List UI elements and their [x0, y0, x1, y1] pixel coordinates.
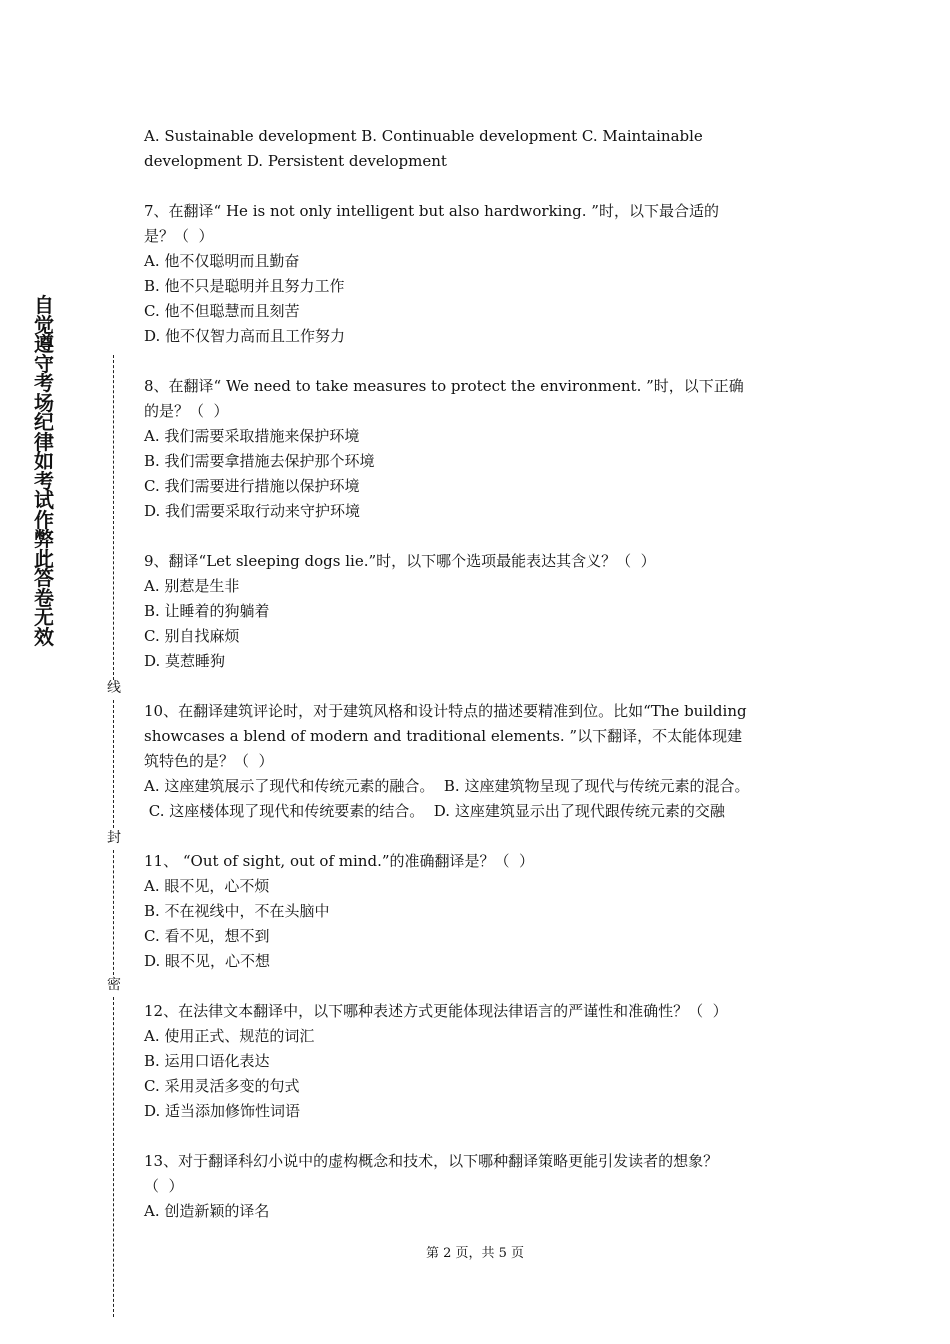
warning-char: 自 [34, 293, 54, 317]
warning-char: 弊 [34, 527, 54, 551]
question-text-line: 是？（ ） [144, 227, 214, 245]
answer-option: D. 我们需要采取行动来守护环境 [144, 502, 361, 520]
question-block [144, 999, 834, 1124]
warning-char: 无 [34, 605, 54, 629]
question-block [144, 1149, 834, 1224]
question-text-line: 12、在法律文本翻译中，以下哪种表述方式更能体现法律语言的严谨性和准确性？（ ） [144, 1002, 728, 1020]
warning-char: 试 [34, 488, 54, 512]
binding-mark-secret: 密 [107, 977, 121, 993]
answer-option: B. 我们需要拿措施去保护那个环境 [144, 452, 375, 470]
answer-option: D. 眼不见，心不想 [144, 952, 271, 970]
warning-char: 作 [34, 507, 54, 532]
question-block [144, 549, 834, 674]
answer-option: A. 创造新颖的译名 [144, 1202, 270, 1220]
answer-option: A. 他不仅聪明而且勤奋 [144, 252, 300, 270]
question-text-line: 11、 “Out of sight, out of mind.”的准确翻译是？（ ） [144, 852, 535, 870]
question-text-line: 10、在翻译建筑评论时，对于建筑风格和设计特点的描述要精准到位。比如“The building [144, 702, 747, 720]
question-block [144, 699, 834, 824]
warning-char: 觉 [34, 312, 54, 337]
answer-option: A. 使用正式、规范的词汇 [144, 1027, 315, 1045]
warning-char: 答 [34, 566, 54, 590]
question-text-line: A. Sustainable development B. Continuable development C. Maintainable [144, 127, 703, 145]
question-text-line: 8、在翻译“ We need to take measures to protect the environment. ”时，以下正确 [144, 377, 744, 395]
answer-option: A. 我们需要采取措施来保护环境 [144, 427, 360, 445]
answer-option: C. 看不见，想不到 [144, 927, 270, 945]
warning-char: 卷 [34, 585, 54, 610]
answer-option: A. 别惹是生非 [144, 577, 240, 595]
answer-option: C. 采用灵活多变的句式 [144, 1077, 300, 1095]
question-text-line: C. 这座楼体现了现代和传统要素的结合。 D. 这座建筑显示出了现代跟传统元素的交融 [144, 802, 725, 820]
answer-option: B. 他不只是聪明并且努力工作 [144, 277, 345, 295]
binding-line-middle [113, 700, 114, 828]
warning-char: 遵 [34, 332, 54, 356]
binding-mark-line: 线 [107, 680, 121, 696]
answer-option: B. 让睡着的狗躺着 [144, 602, 270, 620]
warning-char: 考 [34, 468, 54, 493]
question-block [144, 124, 834, 174]
answer-option: D. 他不仅智力高而且工作努力 [144, 327, 346, 345]
binding-mark-seal: 封 [107, 830, 121, 846]
warning-char: 如 [34, 449, 54, 473]
answer-option: B. 运用口语化表达 [144, 1052, 270, 1070]
question-block [144, 199, 834, 349]
question-text-line: development D. Persistent development [144, 152, 447, 170]
question-text-line: A. 这座建筑展示了现代和传统元素的融合。 B. 这座建筑物呈现了现代与传统元素的混合。 [144, 777, 750, 795]
question-block [144, 374, 834, 524]
answer-option: C. 别自找麻烦 [144, 627, 240, 645]
warning-char: 效 [34, 624, 54, 649]
warning-char: 守 [34, 351, 54, 376]
answer-option: D. 莫惹睡狗 [144, 652, 226, 670]
binding-line-bottom [113, 997, 114, 1317]
question-text-line: （ ） [144, 1177, 184, 1195]
warning-char: 考 [34, 371, 54, 395]
answer-option: A. 眼不见，心不烦 [144, 877, 270, 895]
question-text-line: 13、对于翻译科幻小说中的虚构概念和技术，以下哪种翻译策略更能引发读者的想象？ [144, 1152, 719, 1170]
warning-char: 此 [34, 546, 54, 571]
exam-discipline-warning [31, 293, 57, 649]
question-list [144, 124, 834, 1249]
question-block [144, 849, 834, 974]
warning-char: 场 [34, 390, 54, 415]
question-text-line: 的是？（ ） [144, 402, 229, 420]
question-text-line: showcases a blend of modern and traditional elements. ”以下翻译，不太能体现建 [144, 727, 743, 745]
warning-char: 纪 [34, 410, 54, 434]
answer-option: D. 适当添加修饰性词语 [144, 1102, 301, 1120]
question-text-line: 筑特色的是？（ ） [144, 752, 274, 770]
answer-option: B. 不在视线中，不在头脑中 [144, 902, 330, 920]
answer-option: C. 我们需要进行措施以保护环境 [144, 477, 360, 495]
answer-option: C. 他不但聪慧而且刻苦 [144, 302, 300, 320]
binding-line-lower [113, 850, 114, 975]
warning-char: 律 [34, 429, 54, 454]
page-number: 第 2 页，共 5 页 [425, 1246, 525, 1261]
question-text-line: 9、翻译“Let sleeping dogs lie.”时，以下哪个选项最能表达其含义？（ ） [144, 552, 656, 570]
binding-line-top [113, 355, 114, 680]
question-text-line: 7、在翻译“ He is not only intelligent but also hardworking. ”时，以下最合适的 [144, 202, 719, 220]
